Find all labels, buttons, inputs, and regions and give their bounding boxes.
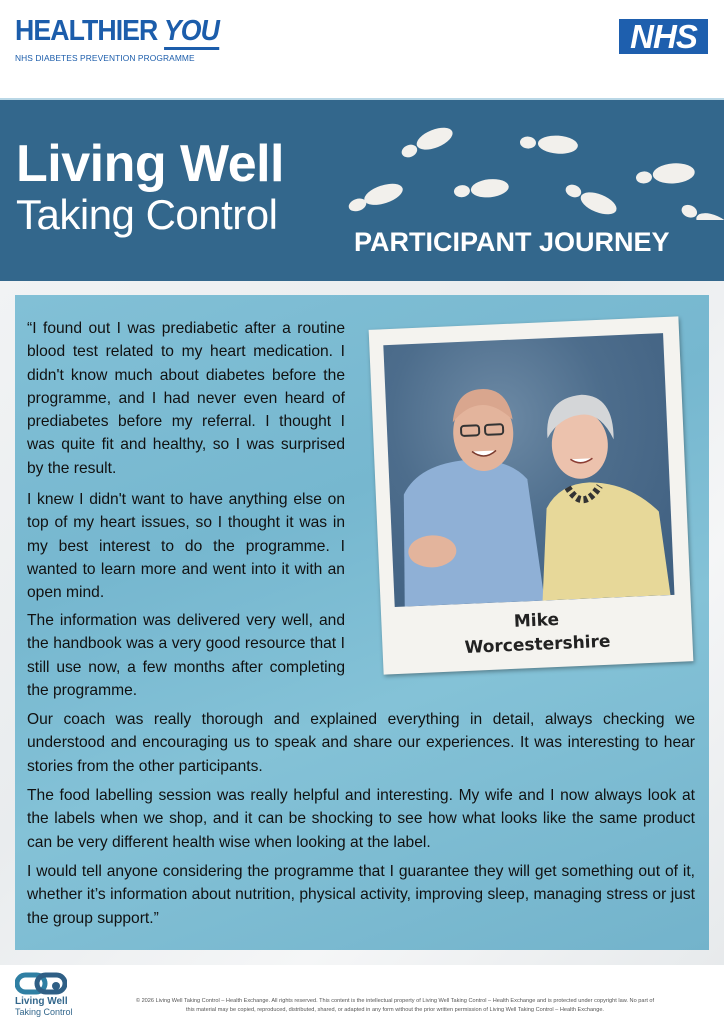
footer [0, 965, 724, 1024]
participant-photo [383, 333, 674, 607]
footprint-icon [453, 177, 510, 201]
copyright-line: this material may be copied, reproduced, distributed, shared, or adapted in any form without the prior written permission of Living Well Taking Control – Health Exchange. [186, 1007, 604, 1013]
story-paragraph: Our coach was really thorough and explained everything in detail, always checking we understood and encouraging us to speak and share our experiences. It was interesting to hear stories from the other participants. [27, 711, 695, 775]
brand-main: HEALTHIER [15, 15, 158, 47]
footprint-icon [678, 202, 724, 220]
caption-name: Mike [513, 609, 560, 632]
footer-logo-subtitle: Taking Control [15, 1007, 73, 1017]
story-paragraph: I would tell anyone considering the programme that I guarantee they will get something out of it, whether it’s information about nutrition, physical activity, improving sleep, managing stress or just the group support.” [27, 863, 695, 927]
footprints-icon [340, 120, 724, 220]
healthier-you-logo [15, 17, 219, 46]
brand-accent: YOU [164, 15, 219, 50]
copyright-line: © 2026 Living Well Taking Control – Health Exchange. All rights reserved. This content is the intellectual property of Living Well Taking Control – Health Exchange and is protected under copyright law. No part of [135, 998, 655, 1004]
copyright-notice [82, 997, 708, 1015]
caption-location: Worcestershire [464, 631, 611, 659]
story-paragraph: I knew I didn't want to have anything else on top of my heart issues, so I thought it was in my best interest to do the programme. I wanted to learn more and went into it with an open mind. [27, 491, 345, 602]
nhs-logo: NHS [619, 19, 708, 54]
top-header [0, 0, 724, 100]
living-well-chain-logo-icon [15, 972, 67, 996]
footprint-icon [562, 182, 620, 219]
footer-logo-name: Living Well [15, 996, 68, 1007]
banner-title: Living Well [16, 135, 285, 193]
footprint-icon [346, 180, 406, 215]
story-paragraph: The information was delivered very well, and the handbook was a very good resource that I still use now, a few months after completing the programme. [27, 612, 345, 699]
banner-title-secondary: Taking Control [16, 191, 278, 238]
footprint-icon [398, 123, 456, 160]
story-paragraph: “I found out I was prediabetic after a routine blood test related to my heart medication. I didn't know much about diabetes before the programme, and I had never even heard of prediabetes before my referral. I thought I was quite fit and healthy, so I was surprised by the result. [27, 320, 345, 477]
story-paragraph: The food labelling session was really helpful and interesting. My wife and I now always look at the labels when we shop, and it can be shocking to see how what looks like the same product can be very different health wise when looking at the label. [27, 787, 695, 851]
participants-illustration [383, 333, 674, 607]
banner-subtitle: PARTICIPANT JOURNEY [354, 227, 670, 257]
footprint-icon [519, 133, 578, 155]
polaroid-photo [369, 316, 694, 674]
brand-subtitle: NHS DIABETES PREVENTION PROGRAMME [15, 53, 195, 63]
footprint-icon [635, 162, 695, 186]
